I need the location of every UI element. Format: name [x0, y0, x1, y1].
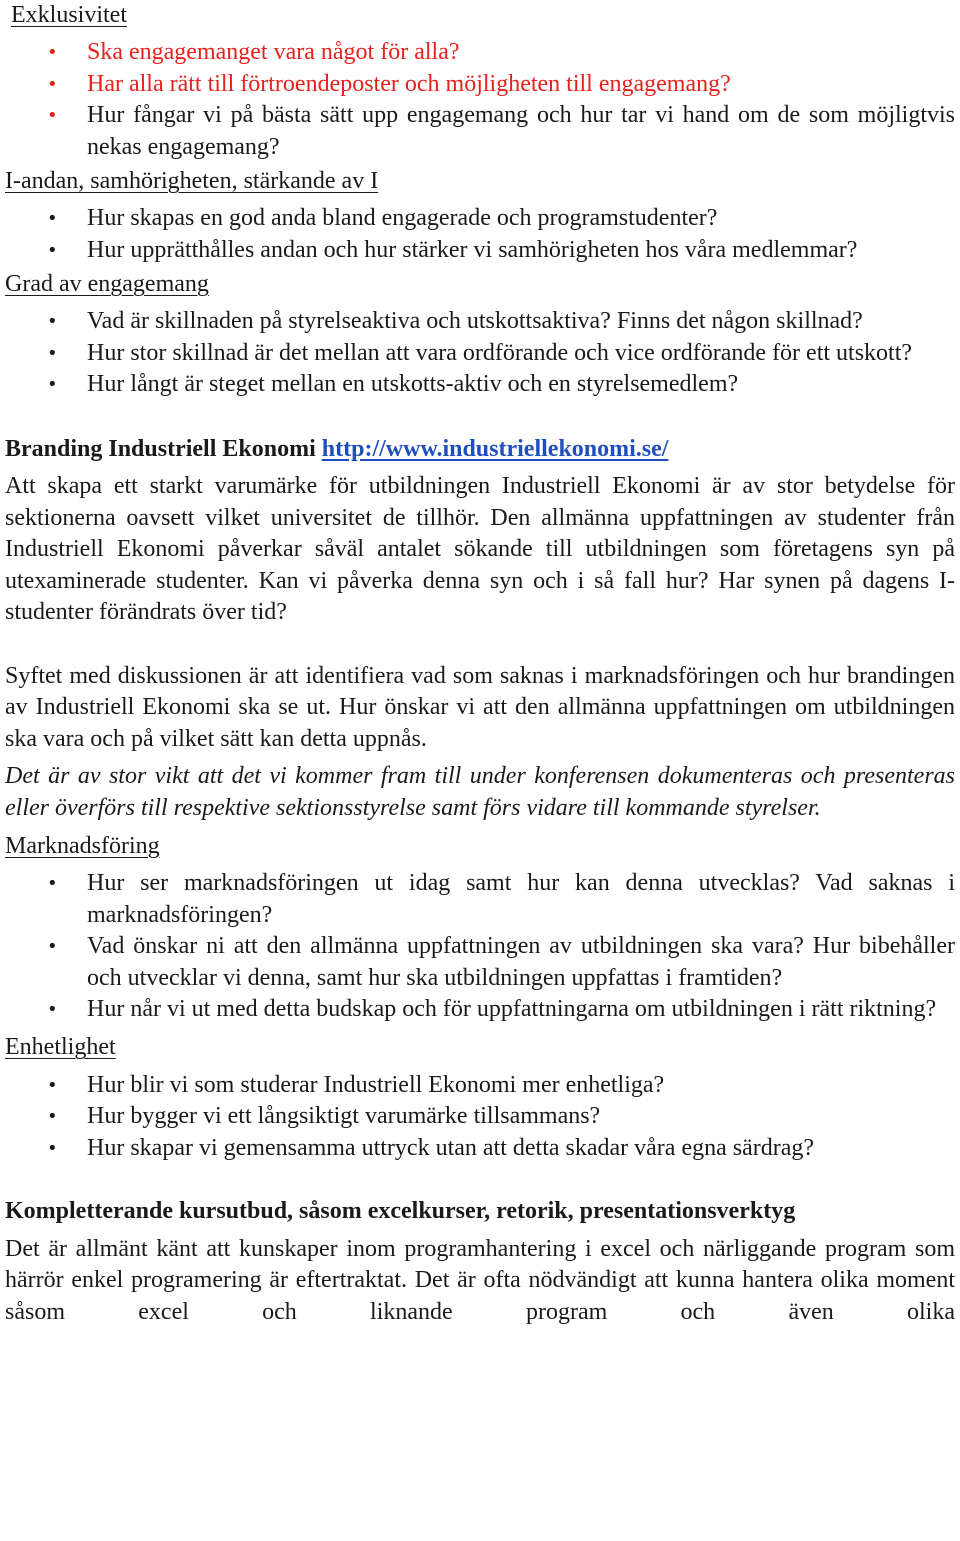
bullet-list-marknadsforing — [5, 868, 955, 1026]
branding-paragraph-1: Att skapa ett starkt varumärke för utbildningen Industriell Ekonomi är av stor betydelse för sektionerna oavsett vilket universitet de tillhör. Den allmänna uppfattningen av studenter från Industriell Ekonomi påverkar såväl antalet sökande till utbildningen som företagens syn på utexaminerade studenter. Kan vi påverka denna syn och i så fall hur? Har synen på dagens I-studenter förändrats över tid? — [5, 473, 955, 625]
section-heading-marknadsforing: Marknadsföring — [5, 832, 160, 859]
list-item: • Hur skapas en god anda bland engagerade och programstudenter? — [5, 203, 955, 235]
section-heading-grad: Grad av engagemang — [5, 270, 209, 297]
section-heading-kompletterande: Kompletterande kursutbud, såsom excelkurser, retorik, presentationsverktyg — [5, 1198, 796, 1224]
branding-title: Branding Industriell Ekonomi — [5, 435, 316, 462]
list-item: • Hur långt är steget mellan en utskotts-aktiv och en styrelsemedlem? — [5, 369, 955, 401]
branding-paragraph-2: Syftet med diskussionen är att identifiera vad som saknas i marknadsföringen och hur brandingen av Industriell Ekonomi ska se ut. Hur önskar vi att den allmänna uppfattningen om utbildningen ska vara och på vilket sätt kan detta uppnås. — [5, 662, 955, 752]
bullet-list-exklusivitet — [5, 37, 955, 163]
list-item: • Hur blir vi som studerar Industriell Ekonomi mer enhetliga? — [5, 1070, 955, 1102]
list-item: • Vad önskar ni att den allmänna uppfattningen av utbildningen ska vara? Hur bibehåller och utvecklar vi denna, samt hur ska utbildningen uppfattas i framtiden? — [5, 931, 955, 994]
section-heading-branding — [5, 434, 955, 466]
list-item: • Hur fångar vi på bästa sätt upp engagemang och hur tar vi hand om de som möjligtvis nekas engagemang? — [5, 100, 955, 163]
bullet-list-grad — [5, 306, 955, 401]
list-item: • Hur stor skillnad är det mellan att vara ordförande och vice ordförande för ett utskott? — [5, 338, 955, 370]
list-item: • Ska engagemanget vara något för alla? — [5, 37, 955, 69]
section-heading-exklusivitet: Exklusivitet — [11, 1, 127, 28]
document-page — [5, 0, 955, 1328]
section-heading-iandan: I-andan, samhörigheten, stärkande av I — [5, 167, 379, 194]
list-item: • Hur når vi ut med detta budskap och för uppfattningarna om utbildningen i rätt riktning? — [5, 994, 955, 1026]
list-item: • Hur bygger vi ett långsiktigt varumärke tillsammans? — [5, 1101, 955, 1133]
list-item: • Hur skapar vi gemensamma uttryck utan att detta skadar våra egna särdrag? — [5, 1133, 955, 1165]
bullet-list-iandan — [5, 203, 955, 266]
section-heading-enhetlighet: Enhetlighet — [5, 1034, 116, 1060]
branding-link[interactable]: http://www.industriellekonomi.se/ — [321, 435, 669, 462]
list-item: • Hur upprätthålles andan och hur stärker vi samhörigheten hos våra medlemmar? — [5, 235, 955, 267]
bullet-list-enhetlighet — [5, 1070, 955, 1165]
branding-paragraph-3: Det är av stor vikt att det vi kommer fram till under konferensen dokumenteras och presenteras eller överförs till respektive sektionsstyrelse samt förs vidare till kommande styrelser. — [5, 763, 955, 821]
list-item: • Har alla rätt till förtroendeposter och möjligheten till engagemang? — [5, 69, 955, 101]
list-item: • Hur ser marknadsföringen ut idag samt hur kan denna utvecklas? Vad saknas i marknadsföringen? — [5, 868, 955, 931]
list-item: • Vad är skillnaden på styrelseaktiva och utskottsaktiva? Finns det någon skillnad? — [5, 306, 955, 338]
kompletterande-paragraph: Det är allmänt känt att kunskaper inom programhantering i excel och närliggande program som härrör enkel programering är eftertraktat. Det är ofta nödvändigt att kunna hantera olika moment såsom excel och liknande program och även olika — [5, 1235, 955, 1325]
